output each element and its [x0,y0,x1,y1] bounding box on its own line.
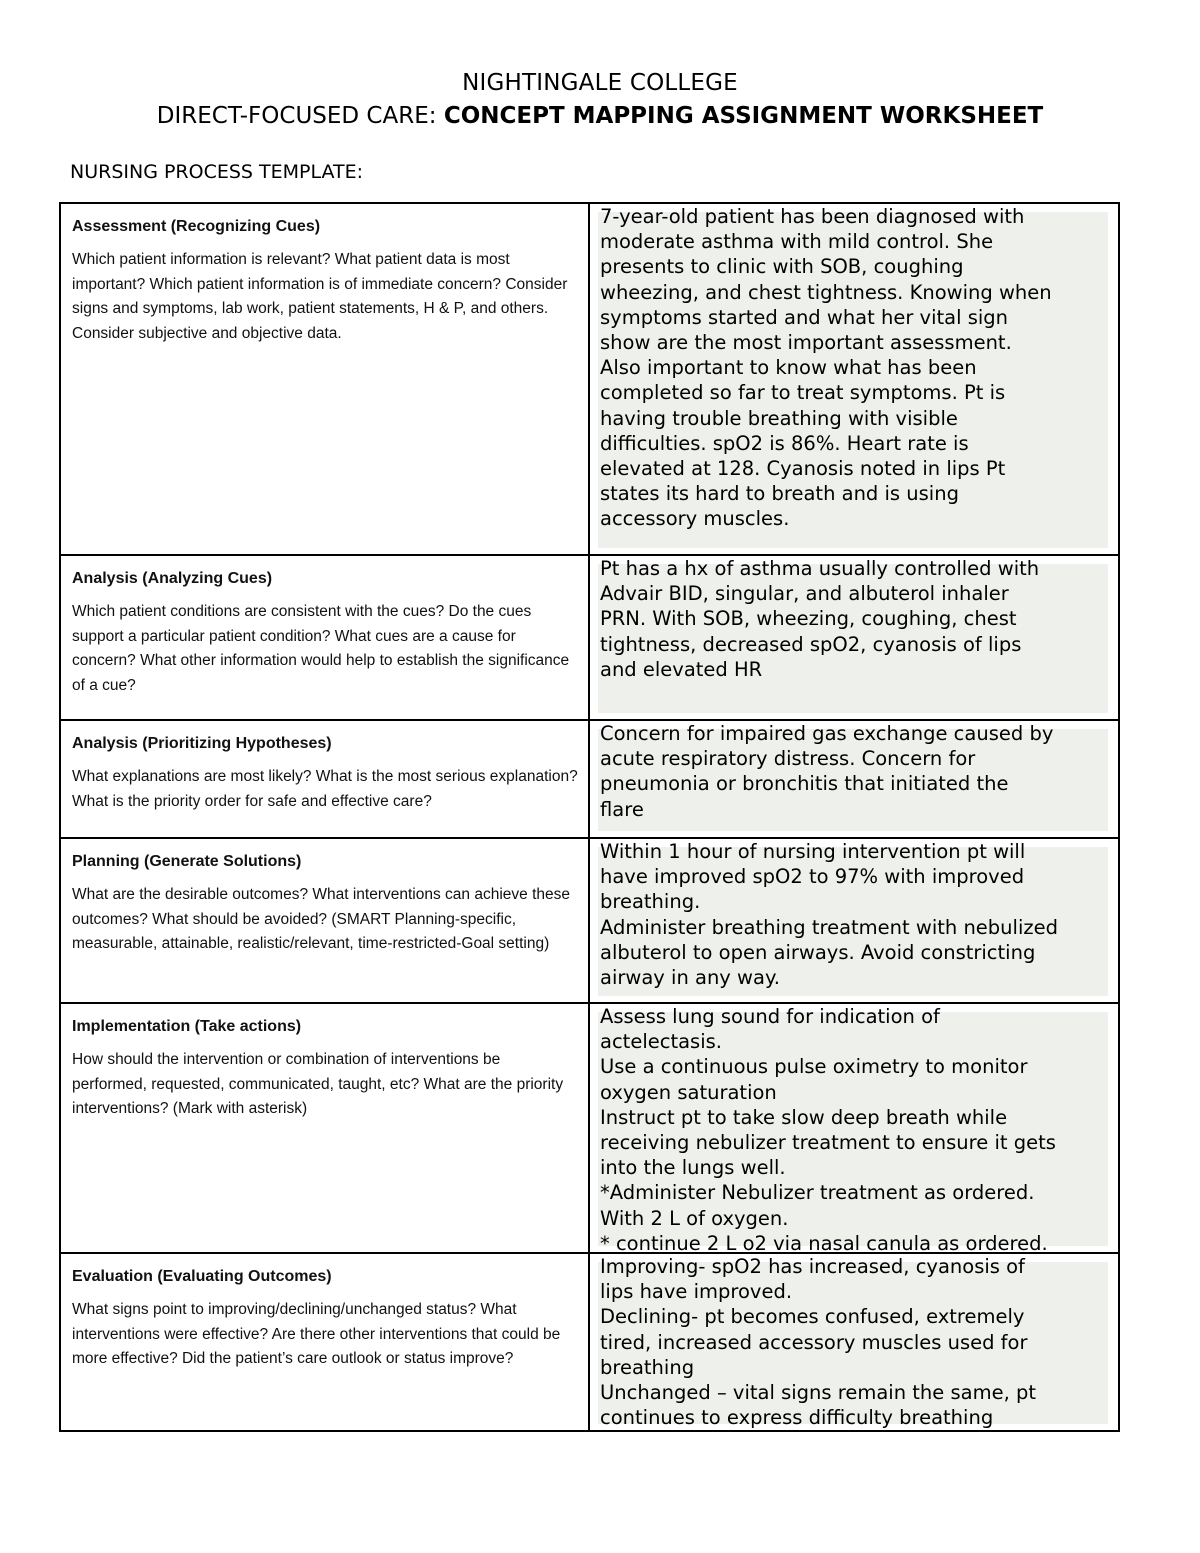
prompt-box [61,556,588,698]
prompt-box [61,1004,588,1122]
step-heading: Analysis (Analyzing Cues) [72,570,273,587]
answer-line: Instruct pt to take slow deep breath while [600,1105,1008,1129]
table-row [60,1003,1119,1253]
answer-line: flare [600,797,644,821]
step-question: What are the desirable outcomes? What interventions can achieve these outcomes? What should be avoided? (SMART Planning-specific, measurable, attainable, realistic/relevant, time-restricted-Goal setting) [72,886,570,952]
answer-box[interactable] [590,1254,1118,1430]
answer-line: breathing. [600,890,701,914]
college-name: NIGHTINGALE COLLEGE [462,70,738,96]
answer-box[interactable] [590,839,1118,1002]
answer-line: Within 1 hour of nursing intervention pt will [600,840,1026,863]
answer-line: receiving nebulizer treatment to ensure it gets [600,1131,1056,1155]
step-question: How should the intervention or combination of interventions be performed, requested, communicated, taught, etc? What are the priority interventions? (Mark with asterisk) [72,1051,564,1117]
answer-cell[interactable] [589,1253,1119,1431]
answer-line: having trouble breathing with visible [600,406,958,430]
prompt-cell [60,555,589,720]
answer-line: have improved spO2 to 97% with improved [600,865,1025,889]
answer-line: elevated at 128. Cyanosis noted in lips Pt [600,457,1006,481]
step-question: What explanations are most likely? What is the most serious explanation? What is the priority order for safe and effective care? [72,768,578,810]
answer-line: oxygen saturation [600,1080,777,1104]
prompt-box [61,1254,588,1372]
answer-line: * continue 2 L o2 via nasal canula as ordered. [600,1231,1048,1255]
prompt-cell [60,1003,589,1253]
answer-line: PRN. With SOB, wheezing, coughing, chest [600,607,1017,631]
answer-line: Pt has a hx of asthma usually controlled with [600,557,1040,580]
step-question: Which patient conditions are consistent with the cues? Do the cues support a particular patient condition? What cues are a cause for concern? What other information would help to establish the significance of a cue? [72,603,570,694]
prompt-cell [60,720,589,838]
title-bold: CONCEPT MAPPING ASSIGNMENT WORKSHEET [443,103,1044,129]
step-heading: Assessment (Recognizing Cues) [72,218,321,235]
table-row [60,720,1119,838]
answer-box[interactable] [590,204,1118,554]
answer-box[interactable] [590,556,1118,719]
answer-line: Administer breathing treatment with nebulized [600,915,1058,939]
step-heading: Implementation (Take actions) [72,1018,302,1035]
answer-cell[interactable] [589,203,1119,555]
answer-line: accessory muscles. [600,507,790,531]
answer-line: presents to clinic with SOB, coughing [600,255,964,279]
answer-line: tired, increased accessory muscles used for [600,1330,1028,1354]
answer-line: 7-year-old patient has been diagnosed with [600,205,1025,228]
answer-line: show are the most important assessment. [600,331,1012,355]
answer-line: completed so far to treat symptoms. Pt is [600,381,1006,405]
title-prefix: DIRECT-FOCUSED CARE: [156,103,444,129]
prompt-cell [60,838,589,1003]
answer-line: Declining- pt becomes confused, extremely [600,1305,1025,1329]
prompt-cell [60,1253,589,1431]
answer-line: Also important to know what has been [600,356,977,380]
nursing-process-table [59,202,1120,1432]
prompt-box [61,204,588,346]
answer-line: continues to express difficulty breathing [600,1406,994,1430]
answer-line: With 2 L of oxygen. [600,1206,789,1230]
step-heading: Planning (Generate Solutions) [72,853,302,870]
answer-line: moderate asthma with mild control. She [600,230,994,254]
prompt-cell [60,203,589,555]
answer-box[interactable] [590,1004,1118,1255]
step-heading: Analysis (Prioritizing Hypotheses) [72,735,332,752]
answer-cell[interactable] [589,720,1119,838]
answer-line: Advair BID, singular, and albuterol inhaler [600,582,1009,606]
answer-line: pneumonia or bronchitis that initiated the [600,772,1009,796]
table-row [60,203,1119,555]
answer-line: breathing [600,1355,695,1379]
answer-line: states its hard to breath and is using [600,482,959,506]
answer-line: *Administer Nebulizer treatment as ordered. [600,1181,1035,1205]
worksheet-title [0,103,1200,129]
table-row [60,555,1119,720]
table-row [60,1253,1119,1431]
answer-cell[interactable] [589,555,1119,720]
table-body [60,203,1119,1431]
answer-line: airway in any way. [600,966,780,990]
answer-line: Improving- spO2 has increased, cyanosis of [600,1255,1025,1278]
answer-line: Unchanged – vital signs remain the same, pt [600,1381,1036,1405]
prompt-box [61,839,588,957]
answer-line: difficulties. spO2 is 86%. Heart rate is [600,431,969,455]
answer-line: tightness, decreased spO2, cyanosis of lips [600,632,1022,656]
answer-line: acute respiratory distress. Concern for [600,747,976,771]
table-row [60,838,1119,1003]
template-subtitle: NURSING PROCESS TEMPLATE: [70,161,364,183]
answer-cell[interactable] [589,1003,1119,1253]
answer-line: wheezing, and chest tightness. Knowing when [600,280,1052,304]
prompt-box [61,721,588,814]
answer-cell[interactable] [589,838,1119,1003]
answer-box[interactable] [590,721,1118,837]
step-question: What signs point to improving/declining/unchanged status? What interventions were effective? Are there other interventions that could be more effective? Did the patient’s care outlook or status improve? [72,1301,561,1367]
answer-line: Assess lung sound for indication of [600,1005,940,1028]
answer-line: Use a continuous pulse oximetry to monitor [600,1055,1028,1079]
answer-line: albuterol to open airways. Avoid constricting [600,940,1036,964]
answer-line: lips have improved. [600,1280,793,1304]
answer-line: symptoms started and what her vital sign [600,305,1009,329]
answer-line: Concern for impaired gas exchange caused by [600,722,1054,745]
step-heading: Evaluation (Evaluating Outcomes) [72,1268,332,1285]
answer-line: into the lungs well. [600,1156,786,1180]
answer-line: and elevated HR [600,657,763,681]
answer-line: actelectasis. [600,1030,722,1054]
step-question: Which patient information is relevant? What patient data is most important? Which patient information is of immediate concern? Consider signs and symptoms, lab work, patient statements, H & P, and others. Consider subjective and objective data. [72,251,568,342]
